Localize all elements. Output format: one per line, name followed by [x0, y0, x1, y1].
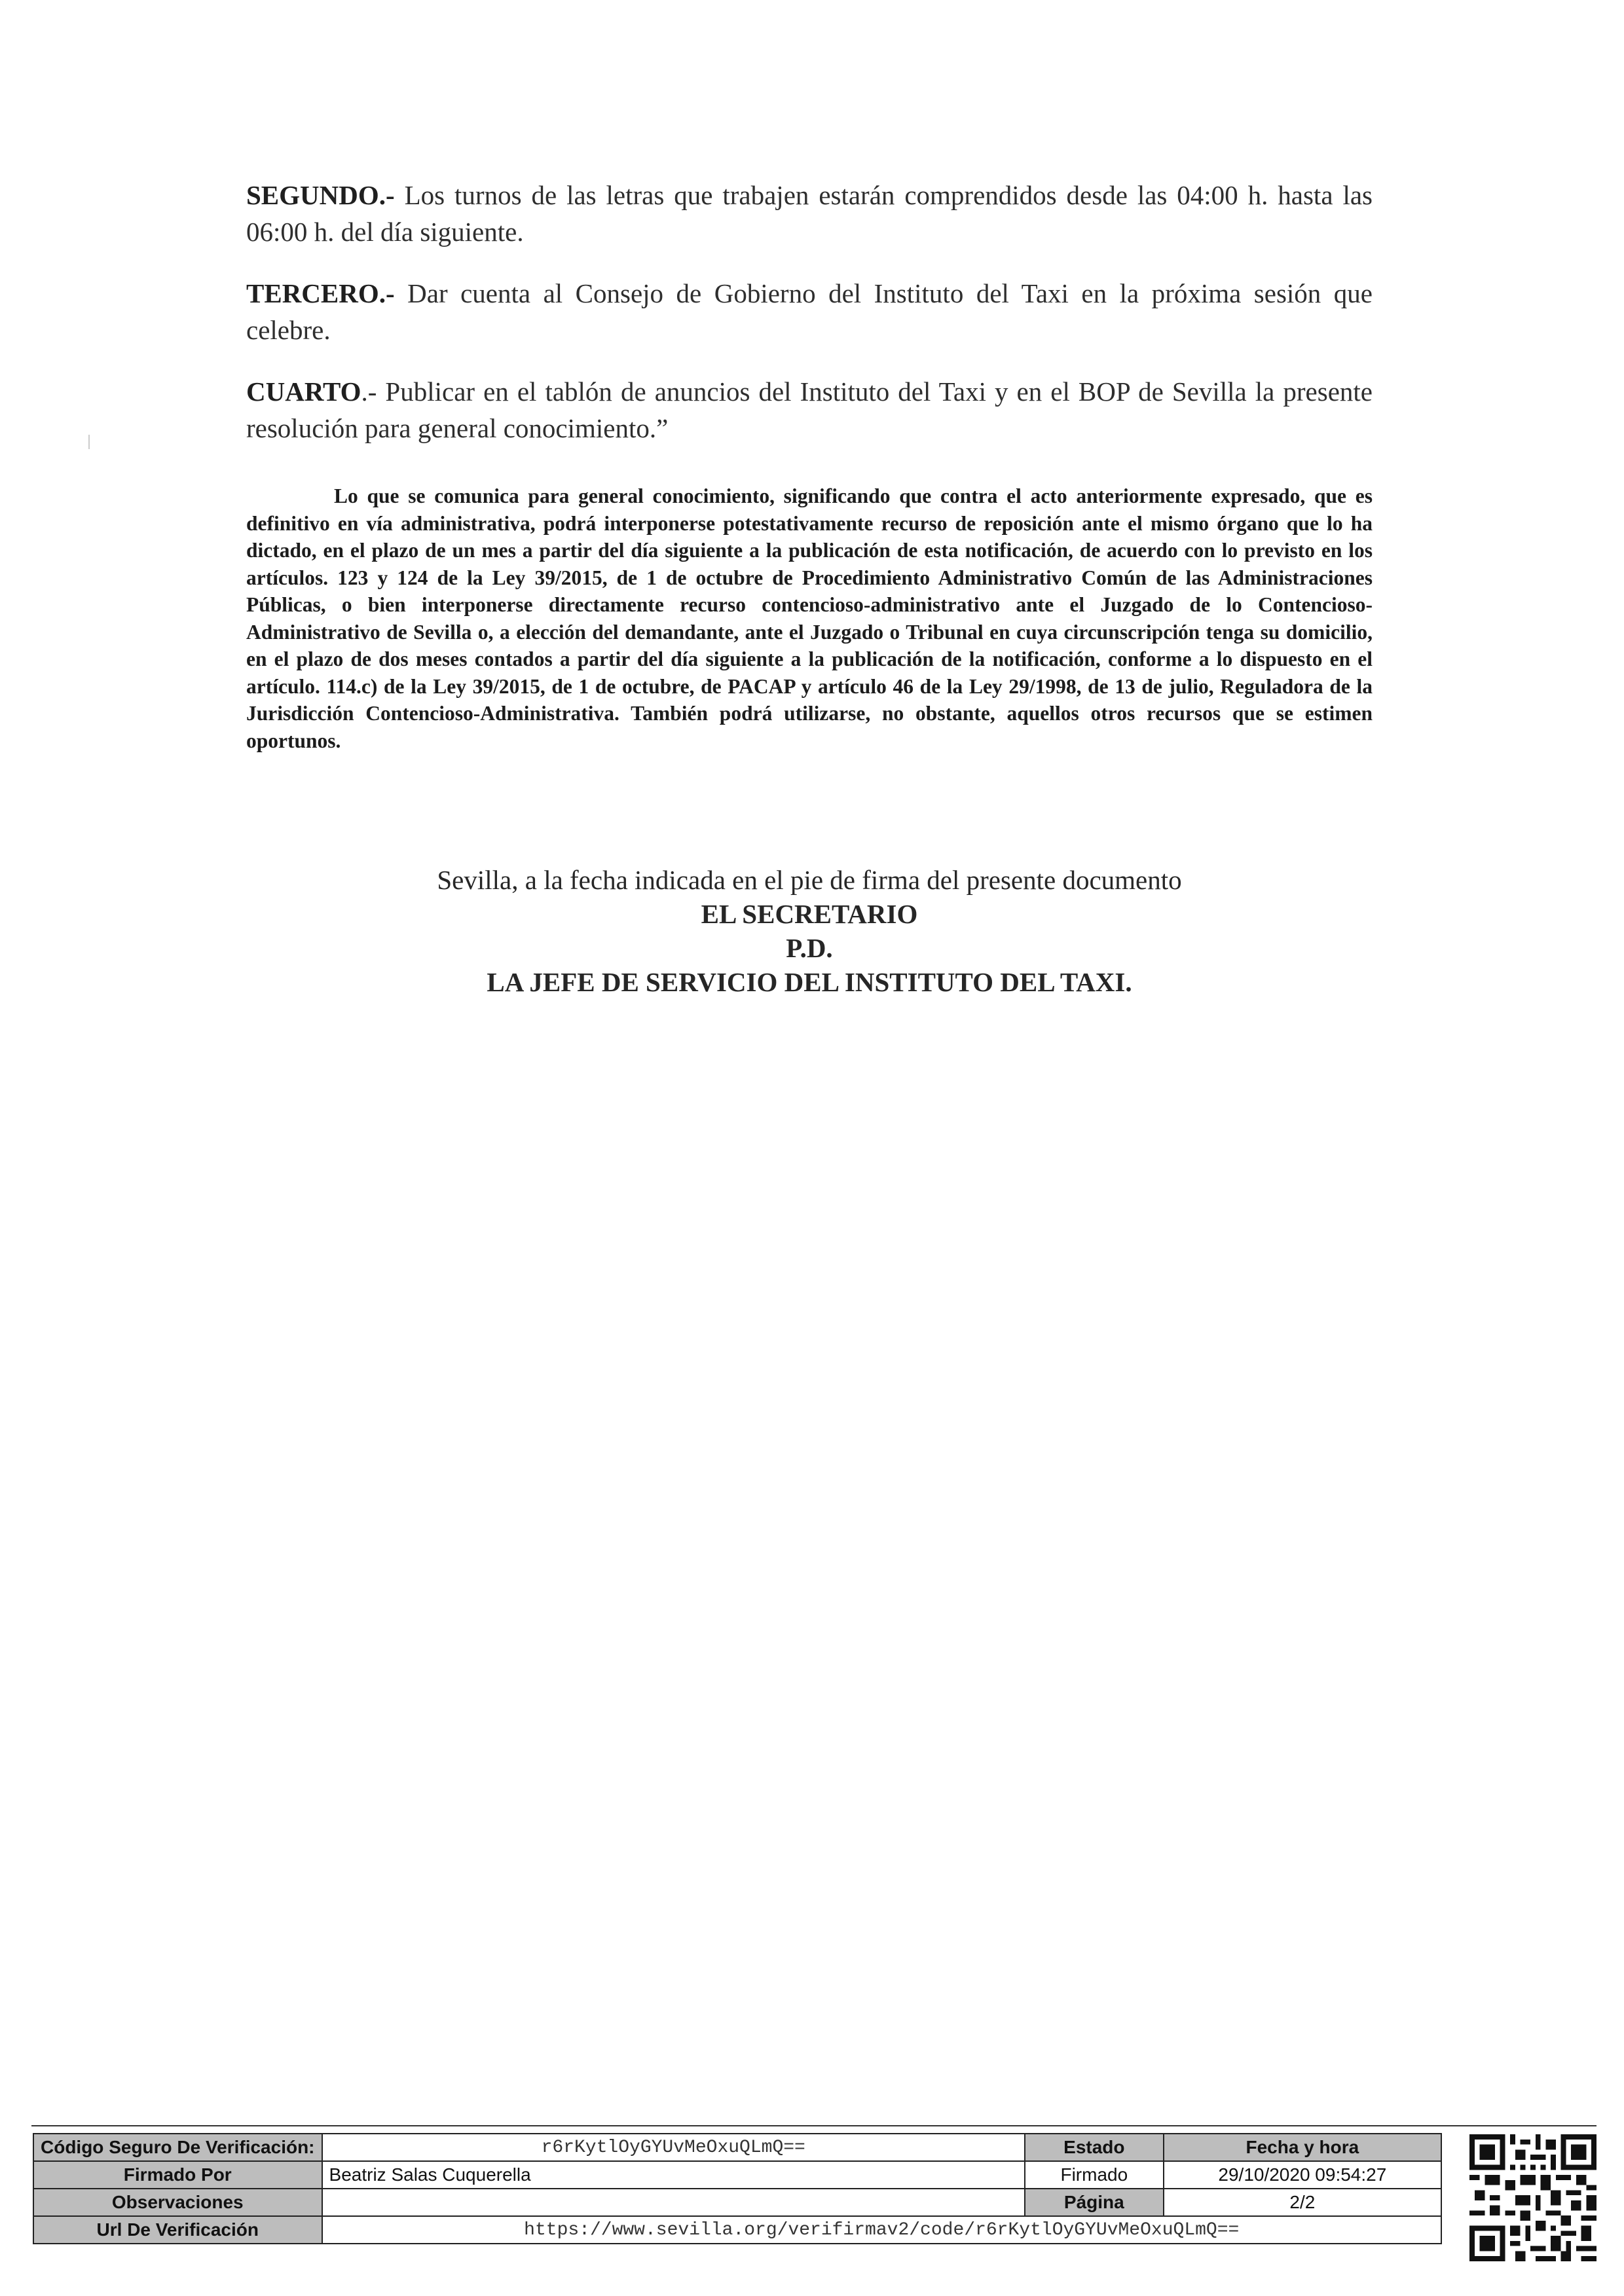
- qr-code-icon: [1469, 2134, 1596, 2261]
- paragraph-label: TERCERO.-: [246, 278, 395, 308]
- pagina-value: 2/2: [1164, 2189, 1441, 2216]
- legal-notice: Lo que se comunica para general conocimiento, significando que contra el acto anteriormente expresado, que es definitivo en vía administrativa, podrá interponerse potestativamente recurso de reposición ante el mismo órgano que lo ha dictado, en el plazo de un mes a partir del día siguiente a la publicación de esta notificación, de acuerdo con lo previsto en los artículos. 123 y 124 de la Ley 39/2015, de 1 de octubre de Procedimiento Administrativo Común de las Administraciones Públicas, o bien interponerse directamente recurso contencioso-administrativo ante el Juzgado de lo Contencioso-Administrativo de Sevilla o, a elección del demandante, ante el Juzgado o Tribunal en cuya circunscripción tenga su domicilio, en el plazo de dos meses contados a partir del día siguiente a la publicación de la notificación, conforme a lo dispuesto en el artículo. 114.c) de la Ley 39/2015, de 1 de octubre, de PACAP y artículo 46 de la Ley 29/1998, de 13 de julio, Reguladora de la Jurisdicción Contencioso-Administrativa. También podrá utilizarse, no obstante, aquellos otros recursos que se estimen oportunos.: [246, 484, 1373, 752]
- signature-title: EL SECRETARIO: [701, 899, 918, 929]
- csv-value: r6rKytlOyGYUvMeOxuQLmQ==: [322, 2134, 1025, 2161]
- paragraph-label: CUARTO: [246, 376, 361, 407]
- verification-table: [33, 2133, 1442, 2244]
- firmado-label: Firmado Por: [33, 2161, 322, 2189]
- pagina-label: Página: [1025, 2189, 1164, 2216]
- fecha-value: 29/10/2020 09:54:27: [1164, 2161, 1441, 2189]
- table-row: [33, 2189, 1441, 2216]
- url-label: Url De Verificación: [33, 2216, 322, 2244]
- estado-label: Estado: [1025, 2134, 1164, 2161]
- estado-value: Firmado: [1025, 2161, 1164, 2189]
- table-row: [33, 2161, 1441, 2189]
- signature-pd: P.D.: [786, 933, 833, 963]
- paragraph-text: Dar cuenta al Consejo de Gobierno del Instituto del Taxi en la próxima sesión que celebre.: [246, 278, 1373, 345]
- signature-role: LA JEFE DE SERVICIO DEL INSTITUTO DEL TAXI.: [487, 967, 1132, 997]
- signature-place-date: Sevilla, a la fecha indicada en el pie de firma del presente documento: [437, 865, 1182, 895]
- verification-footer: [31, 2125, 1596, 2278]
- paragraph-text: .- Publicar en el tablón de anuncios del Instituto del Taxi y en el BOP de Sevilla la presente resolución para general conocimiento.”: [246, 376, 1373, 443]
- firmado-value: Beatriz Salas Cuquerella: [322, 2161, 1025, 2189]
- observaciones-label: Observaciones: [33, 2189, 322, 2216]
- table-row: [33, 2216, 1441, 2244]
- paragraph-label: SEGUNDO.-: [246, 180, 395, 210]
- url-value[interactable]: https://www.sevilla.org/verifirmav2/code/r6rKytlOyGYUvMeOxuQLmQ==: [322, 2216, 1441, 2244]
- csv-label: Código Seguro De Verificación:: [33, 2134, 322, 2161]
- observaciones-value: [322, 2189, 1025, 2216]
- paragraph-text: Los turnos de las letras que trabajen estarán comprendidos desde las 04:00 h. hasta las 06:00 h. del día siguiente.: [246, 180, 1373, 247]
- fecha-label: Fecha y hora: [1164, 2134, 1441, 2161]
- paragraph-tercero: [246, 275, 1373, 348]
- paragraph-segundo: [246, 177, 1373, 250]
- scan-mark: [88, 435, 90, 449]
- table-row: [33, 2134, 1441, 2161]
- paragraph-cuarto: [246, 373, 1373, 446]
